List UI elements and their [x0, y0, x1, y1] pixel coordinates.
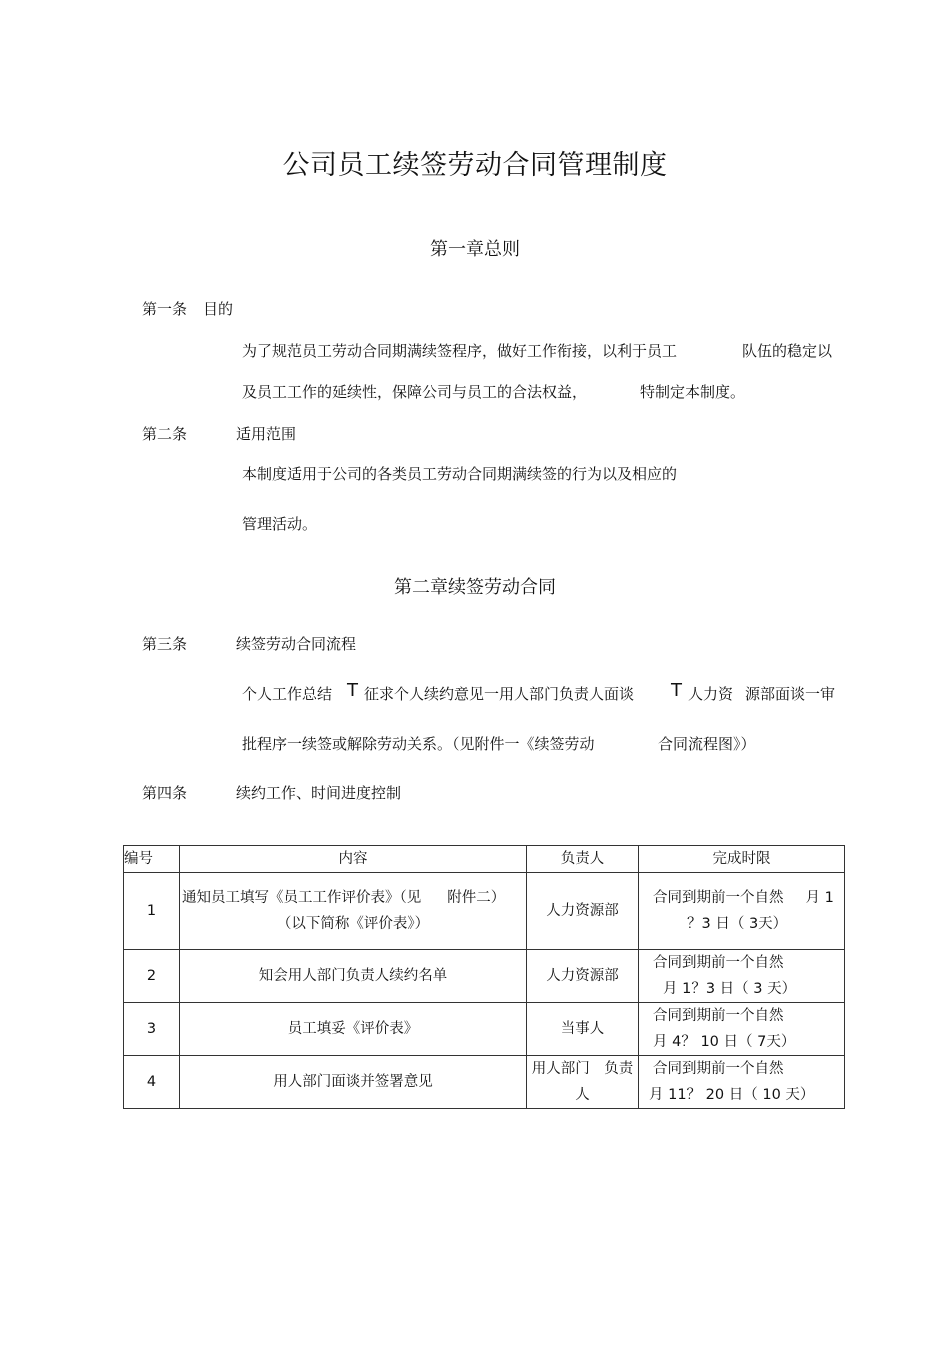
article-1-label: 第一条	[142, 300, 188, 318]
row-owner-line2: 人	[575, 1087, 590, 1103]
row-number: 3	[124, 1003, 180, 1056]
row-number: 1	[124, 873, 180, 950]
chapter-heading-2: 第二章续签劳动合同	[394, 577, 556, 598]
article-1-text-line2b: 特制定本制度。	[640, 383, 746, 401]
row-deadline-line2: 月 1？3 日（ 3 天）	[663, 981, 797, 997]
document-title: 公司员工续签劳动合同管理制度	[282, 150, 668, 181]
row-content	[180, 873, 527, 950]
row-owner: 人力资源部	[527, 873, 639, 950]
chapter-heading-1: 第一章总则	[430, 239, 520, 260]
row-deadline-line1: 合同到期前一个自然	[653, 1008, 784, 1024]
row-deadline	[639, 1003, 845, 1056]
row-number: 2	[124, 950, 180, 1003]
arrow-glyph-1: T	[347, 680, 358, 701]
header-deadline: 完成时限	[639, 846, 845, 873]
row-deadline	[639, 1056, 845, 1109]
article-2-text-line1: 本制度适用于公司的各类员工劳动合同期满续签的行为以及相应的	[242, 465, 678, 483]
article-1-text-line1b: 队伍的稳定以	[742, 342, 833, 360]
row-owner: 人力资源部	[527, 950, 639, 1003]
table-row	[124, 1056, 845, 1109]
row-deadline	[639, 950, 845, 1003]
article-1-name: 目的	[203, 300, 234, 318]
article-3-text-line1c: 征求个人续约意见一用人部门负责人面谈	[364, 685, 635, 703]
header-content: 内容	[180, 846, 527, 873]
row-content: 知会用人部门负责人续约名单	[180, 950, 527, 1003]
row-deadline-line2: 月 11？ 20 日（ 10 天）	[649, 1087, 815, 1103]
table-row	[124, 1003, 845, 1056]
article-2-text-line2: 管理活动。	[242, 515, 318, 533]
row-content: 员工填妥《评价表》	[180, 1003, 527, 1056]
row-deadline-line1: 合同到期前一个自然	[653, 1061, 784, 1077]
article-3-label: 第三条	[142, 635, 188, 653]
header-owner: 负责人	[527, 846, 639, 873]
article-3-name: 续签劳动合同流程	[236, 635, 357, 653]
table-header-row	[124, 846, 845, 873]
row-deadline	[639, 873, 845, 950]
article-3-text-line1e: 人力资	[688, 685, 734, 703]
article-3-text-line1f: 源部面谈一审	[745, 685, 836, 703]
row-number: 4	[124, 1056, 180, 1109]
row-deadline-line1b: 月 1	[805, 890, 834, 906]
row-deadline-line1: 合同到期前一个自然	[653, 890, 784, 906]
row-deadline-line2: 月 4？ 10 日（ 7天）	[653, 1034, 796, 1050]
article-1-text-line2a: 及员工工作的延续性，保障公司与员工的合法权益，	[242, 383, 588, 401]
row-deadline-line2: ？3 日（ 3天）	[687, 916, 788, 932]
article-1-text-line1a: 为了规范员工劳动合同期满续签程序，做好工作衔接，以利于员工	[242, 342, 678, 360]
article-2-label: 第二条	[142, 425, 188, 443]
schedule-table	[123, 845, 845, 1109]
article-4-label: 第四条	[142, 784, 188, 802]
article-3-text-line2a: 批程序一续签或解除劳动关系。（见附件一《续签劳动	[242, 735, 595, 753]
article-4-name: 续约工作、时间进度控制	[236, 784, 402, 802]
row-owner: 当事人	[527, 1003, 639, 1056]
table-row	[124, 950, 845, 1003]
row-content-line2: （以下简称《评价表》）	[276, 916, 430, 932]
row-content: 用人部门面谈并签署意见	[180, 1056, 527, 1109]
article-3-text-line1a: 个人工作总结	[242, 685, 333, 703]
row-deadline-line1: 合同到期前一个自然	[653, 955, 784, 971]
row-content-line1: 通知员工填写《员工工作评价表》（见	[182, 890, 422, 906]
header-number: 编号	[124, 846, 180, 873]
article-3-text-line2b: 合同流程图》）	[658, 735, 756, 753]
table-row	[124, 873, 845, 950]
arrow-glyph-2: T	[671, 680, 682, 701]
row-owner	[527, 1056, 639, 1109]
row-owner-line1: 用人部门 负责	[531, 1061, 634, 1077]
row-content-line1b: 附件二）	[447, 890, 506, 906]
article-2-name: 适用范围	[236, 425, 297, 443]
